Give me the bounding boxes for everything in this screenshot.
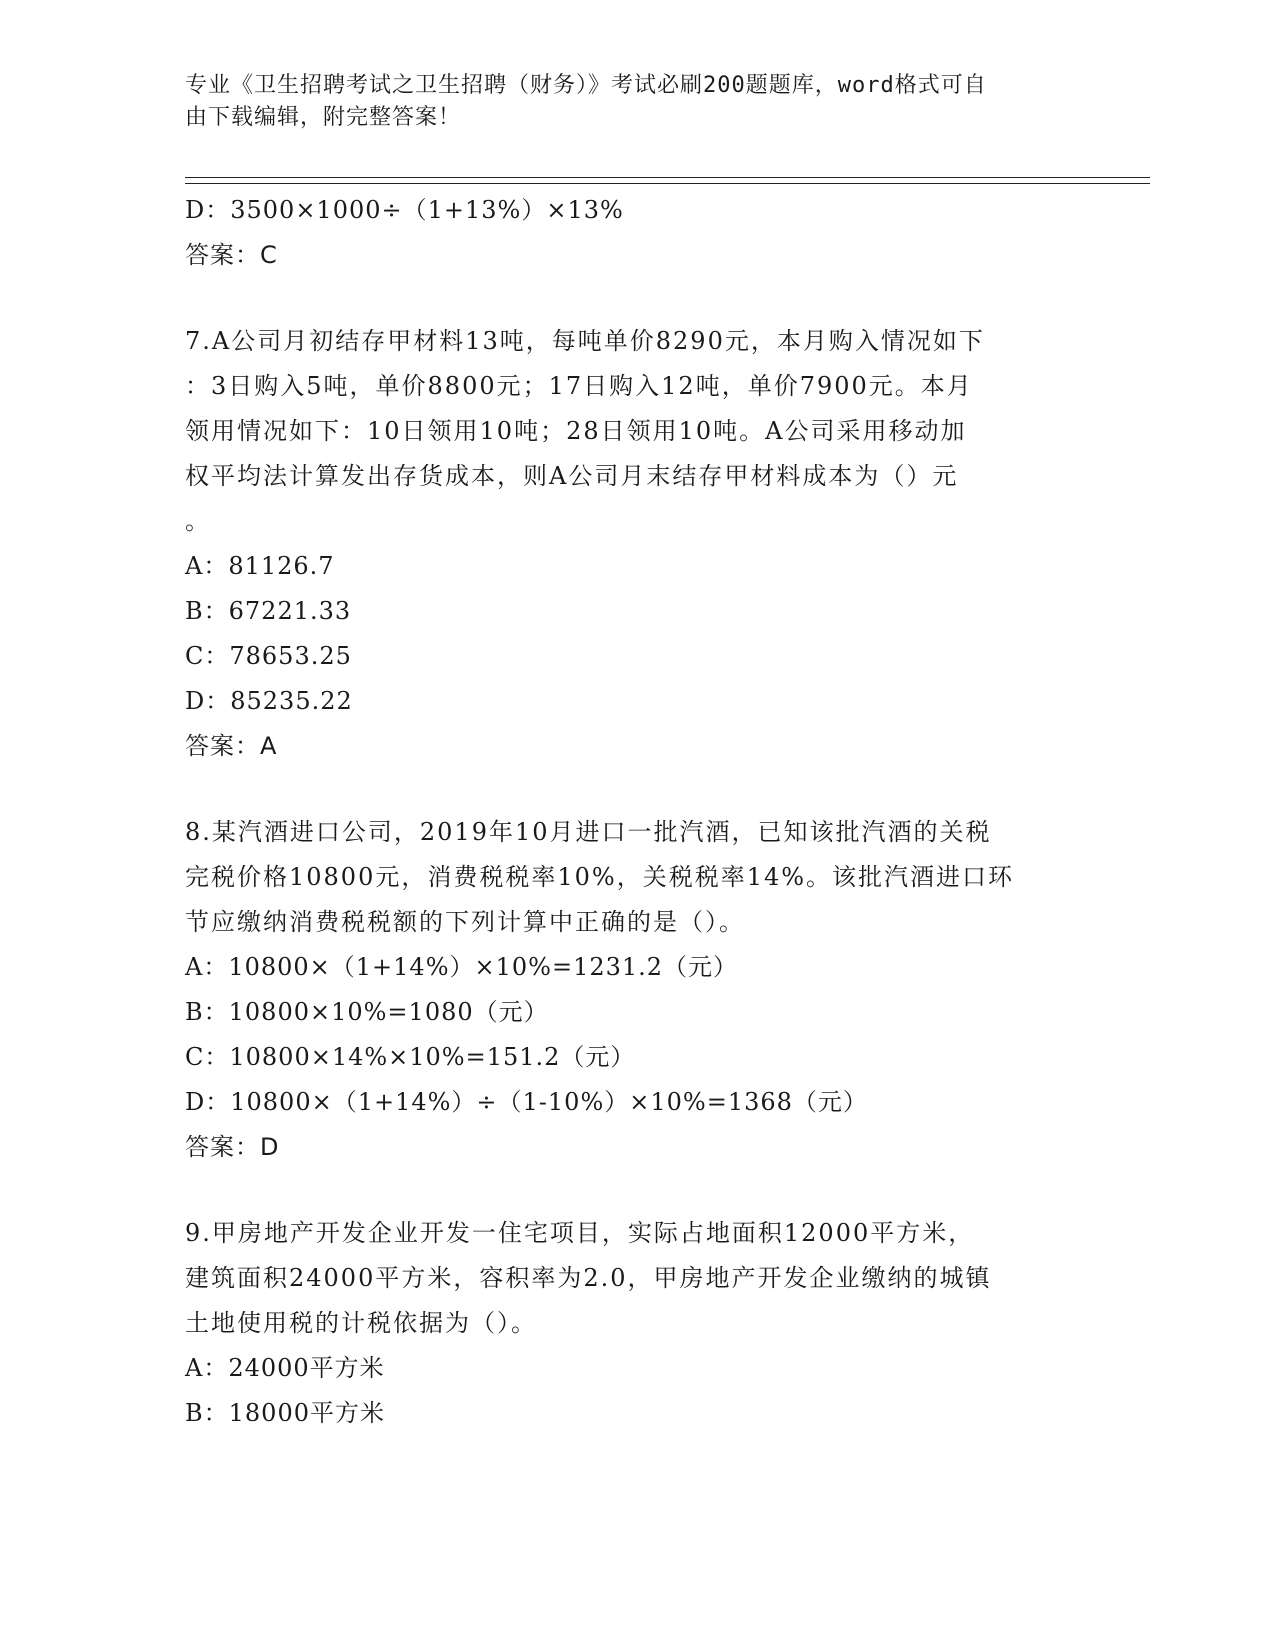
header-line-1: 专业《卫生招聘考试之卫生招聘（财务）》考试必刷200题题库，word格式可自 bbox=[185, 73, 987, 98]
question-8-option-d: D：10800×（1+14%）÷（1-10%）×10%=1368（元） bbox=[185, 1088, 868, 1116]
question-7-option-b: B：67221.33 bbox=[185, 597, 352, 625]
question-7-line: 权平均法计算发出存货成本，则A公司月末结存甲材料成本为（）元 bbox=[185, 462, 959, 490]
question-8-line: 8.某汽酒进口公司，2019年10月进口一批汽酒，已知该批汽酒的关税 bbox=[185, 818, 992, 846]
prev-option-d: D：3500×1000÷（1+13%）×13% bbox=[185, 196, 624, 224]
header-divider-bottom bbox=[185, 183, 1150, 184]
question-7-line: 。 bbox=[185, 507, 211, 535]
question-9-line: 建筑面积24000平方米，容积率为2.0，甲房地产开发企业缴纳的城镇 bbox=[185, 1264, 992, 1292]
question-7-option-a: A：81126.7 bbox=[185, 552, 335, 580]
question-9-option-b: B：18000平方米 bbox=[185, 1399, 385, 1427]
question-8-option-a: A：10800×（1+14%）×10%=1231.2（元） bbox=[185, 953, 739, 981]
question-7-line: 7.A公司月初结存甲材料13吨，每吨单价8290元，本月购入情况如下 bbox=[185, 327, 985, 355]
header-divider-top bbox=[185, 177, 1150, 178]
question-8-line: 完税价格10800元，消费税税率10%，关税税率14%。该批汽酒进口环 bbox=[185, 863, 1015, 891]
question-7-answer: 答案：A bbox=[185, 732, 278, 760]
document-body bbox=[185, 188, 1085, 1436]
question-7-option-c: C：78653.25 bbox=[185, 642, 352, 670]
question-9 bbox=[185, 1211, 1085, 1436]
document-header bbox=[185, 70, 1065, 134]
question-8-line: 节应缴纳消费税税额的下列计算中正确的是（）。 bbox=[185, 908, 745, 936]
question-8-option-c: C：10800×14%×10%=151.2（元） bbox=[185, 1043, 636, 1071]
question-7-line: ：3日购入5吨，单价8800元；17日购入12吨，单价7900元。本月 bbox=[185, 372, 973, 400]
question-7 bbox=[185, 319, 1085, 769]
question-8 bbox=[185, 810, 1085, 1170]
question-8-answer: 答案：D bbox=[185, 1133, 280, 1161]
question-9-option-a: A：24000平方米 bbox=[185, 1354, 385, 1382]
header-line-2: 由下载编辑，附完整答案！ bbox=[185, 105, 462, 130]
question-7-option-d: D：85235.22 bbox=[185, 687, 353, 715]
question-9-line: 9.甲房地产开发企业开发一住宅项目，实际占地面积12000平方米， bbox=[185, 1219, 975, 1247]
question-9-line: 土地使用税的计税依据为（）。 bbox=[185, 1309, 537, 1337]
question-8-option-b: B：10800×10%=1080（元） bbox=[185, 998, 549, 1026]
question-7-line: 领用情况如下：10日领用10吨；28日领用10吨。A公司采用移动加 bbox=[185, 417, 967, 445]
prev-answer: 答案：C bbox=[185, 241, 278, 269]
